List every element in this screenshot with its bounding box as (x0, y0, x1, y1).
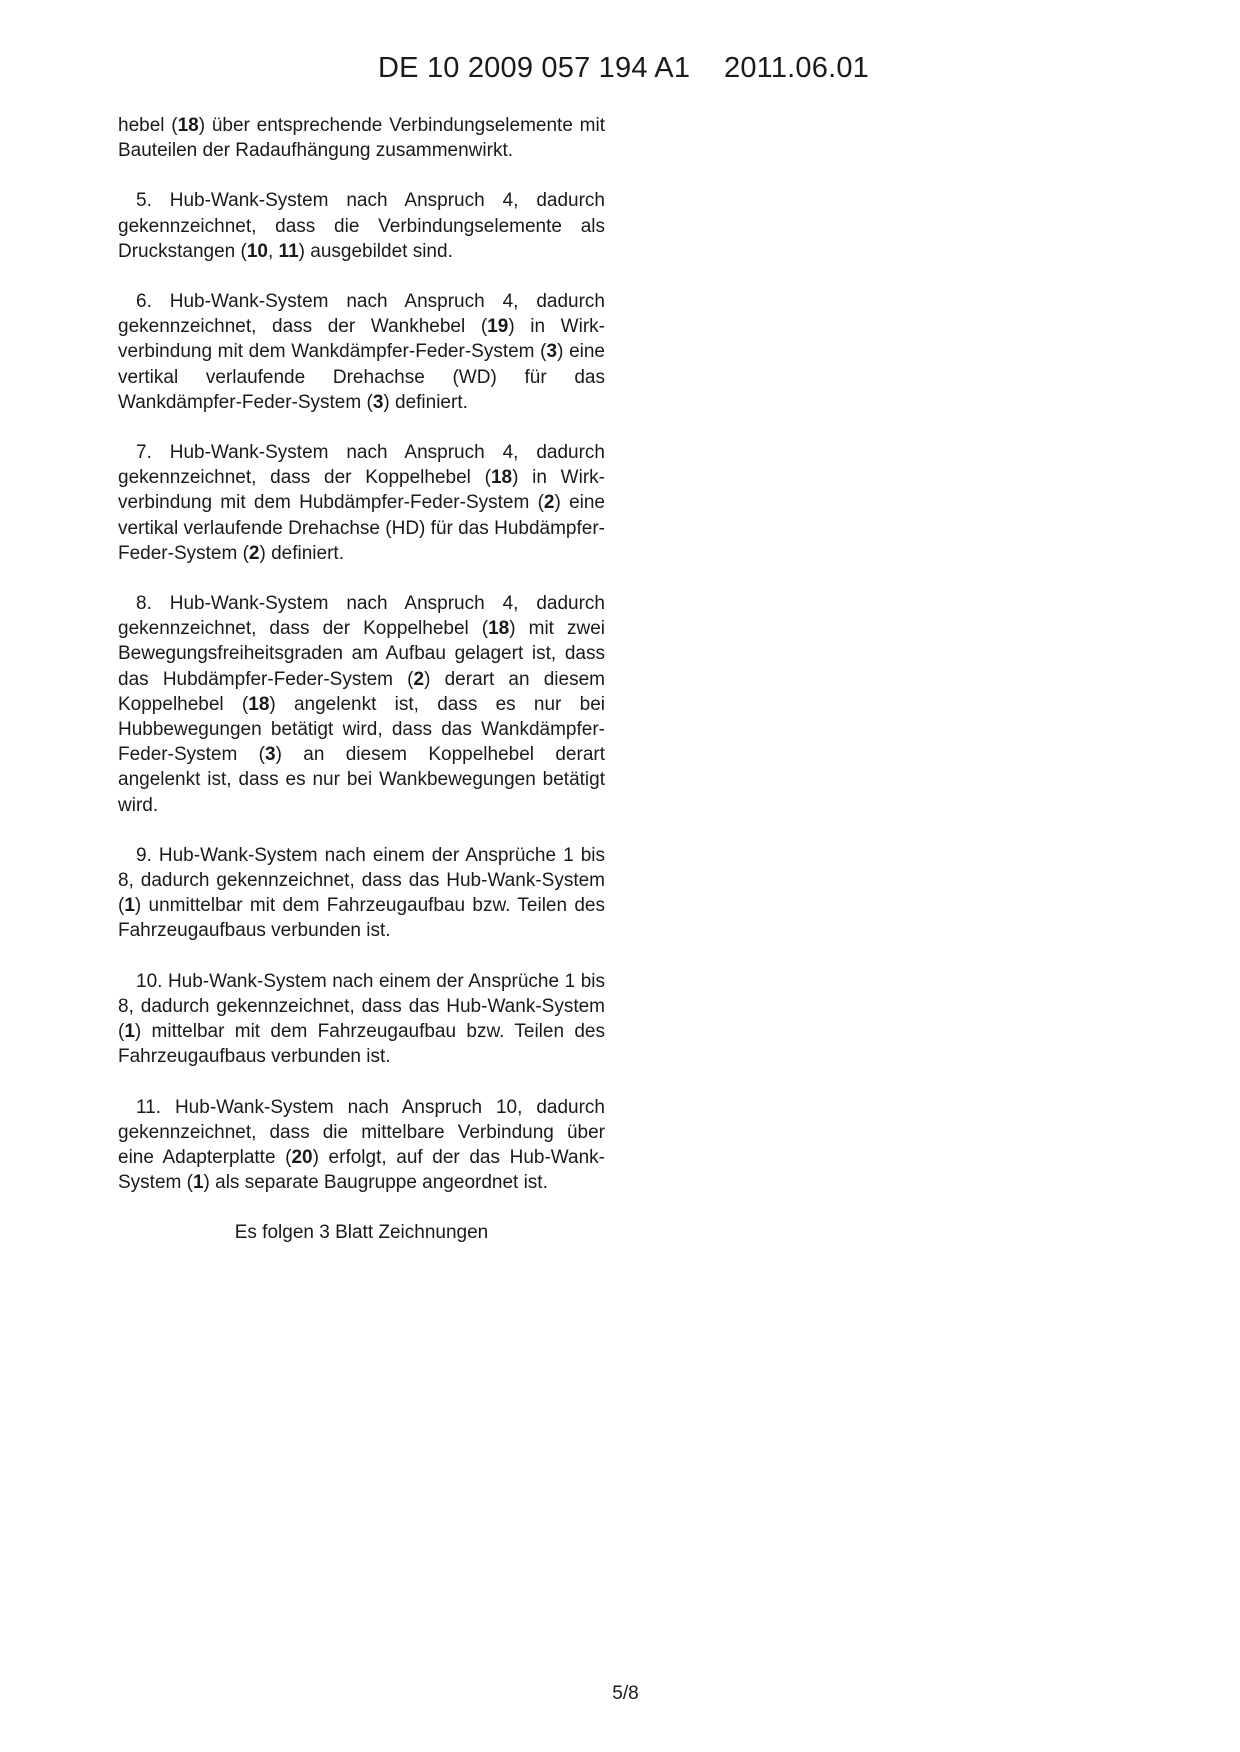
claim-text: , (267, 240, 279, 262)
continuation-paragraph (118, 113, 605, 163)
reference-numeral: 3 (546, 341, 558, 363)
claim-text: 9. Hub-Wank-System nach einem der Ansprüche 1 bis 8, dadurch gekennzeichnet, dass das Hub-Wank-System ( (118, 844, 605, 917)
page-number (0, 1683, 1240, 1705)
reference-numeral: 10 (246, 240, 268, 262)
reference-numeral: 3 (265, 744, 276, 766)
reference-numeral: 18 (490, 467, 513, 489)
reference-numeral: 3 (372, 391, 384, 413)
claim-text: ) in Wirkverbindung mit dem Wankdämpfer-Feder-System ( (118, 316, 605, 363)
claim-text: ) an diesem Koppelhebel derart angelenkt ist, dass es nur bei Wankbewegungen betätigt wird. (118, 744, 605, 816)
reference-numeral: 2 (543, 492, 555, 514)
reference-numeral: 1 (192, 1172, 204, 1194)
claim-text: ) erfolgt, auf der das Hub-Wank-System ( (118, 1146, 605, 1194)
document-number: DE 10 2009 057 194 A1 (378, 52, 691, 84)
claim-text: ) mit zwei Bewegungsfreiheitsgraden am Aufbau gelagert ist, dass das Hubdämpfer-Feder-System ( (118, 618, 605, 690)
claim-text: ) ausgebildet sind. (298, 240, 453, 262)
claim-10 (118, 969, 605, 1070)
reference-numeral: 18 (248, 693, 270, 715)
reference-numeral: 18 (177, 115, 199, 136)
claim-9 (118, 843, 605, 944)
reference-numeral: 1 (124, 895, 135, 917)
claim-text: 10. Hub-Wank-System nach einem der Ansprüche 1 bis 8, dadurch gekennzeichnet, dass das Hub-Wank-System ( (118, 970, 605, 1043)
reference-numeral: 2 (413, 668, 425, 690)
publication-date: 2011.06.01 (724, 52, 869, 84)
claim-7 (118, 440, 605, 566)
claim-text: 11. Hub-Wank-System nach Anspruch 10, dadurch gekennzeichnet, dass die mittelbare Verbindung über eine Adapterplatte ( (118, 1096, 605, 1168)
claim-text: ) unmittelbar mit dem Fahrzeugaufbau bzw. Teilen des Fahrzeugaufbaus verbunden ist. (118, 895, 605, 942)
reference-numeral: 2 (248, 542, 260, 564)
claim-8 (118, 591, 605, 818)
reference-numeral: 18 (488, 618, 510, 640)
page-header (0, 52, 1240, 92)
claim-text: ) eine vertikal verlaufende Drehachse (WD) für das Wankdämpfer-Feder-System ( (118, 341, 605, 413)
claim-text: 8. Hub-Wank-System nach Anspruch 4, dadurch gekennzeichnet, dass der Koppelhebel ( (118, 593, 605, 640)
claim-text: ) derart an diesem Koppelhebel ( (118, 668, 605, 715)
claim-text: 6. Hub-Wank-System nach Anspruch 4, dadurch gekennzeichnet, dass der Wankhebel ( (118, 291, 605, 338)
claim-text: ) mittelbar mit dem Fahrzeugaufbau bzw. Teilen des Fahrzeugaufbaus verbunden ist. (118, 1021, 605, 1068)
reference-numeral: 11 (278, 240, 299, 262)
claim-text: ) als separate Baugruppe angeordnet ist. (203, 1172, 548, 1194)
claims-column (118, 113, 605, 1271)
claim-text: 5. Hub-Wank-System nach Anspruch 4, dadurch gekennzeichnet, dass die Verbindungselemente als Druckstangen ( (118, 190, 605, 262)
claim-5 (118, 188, 605, 264)
reference-numeral: 19 (487, 316, 509, 338)
claim-11 (118, 1095, 605, 1196)
claim-6 (118, 289, 605, 415)
claim-text: ) angelenkt ist, dass es nur bei Hubbewegungen betätigt wird, dass das Wankdämpfer-Feder-System ( (118, 693, 605, 766)
claim-text: ) in Wirkverbindung mit dem Hubdämpfer-Feder-System ( (118, 467, 605, 514)
claim-text: hebel ( (118, 115, 178, 136)
claim-text: ) definiert. (259, 542, 344, 564)
claim-text: ) eine vertikal verlaufende Drehachse (HD) für das Hubdämpfer-Feder-System ( (118, 492, 606, 564)
claim-text: 7. Hub-Wank-System nach Anspruch 4, dadurch gekennzeichnet, dass der Koppelhebel ( (118, 442, 605, 489)
claim-text: ) definiert. (383, 391, 468, 413)
reference-numeral: 20 (291, 1146, 313, 1168)
claim-text: ) über entsprechende Verbindungselemente mit Bauteilen der Radaufhängung zusammenwirkt. (118, 115, 605, 162)
reference-numeral: 1 (124, 1021, 135, 1043)
drawings-note: Es folgen 3 Blatt Zeichnungen (234, 1222, 489, 1244)
page-number-text: 5/8 (612, 1683, 639, 1704)
